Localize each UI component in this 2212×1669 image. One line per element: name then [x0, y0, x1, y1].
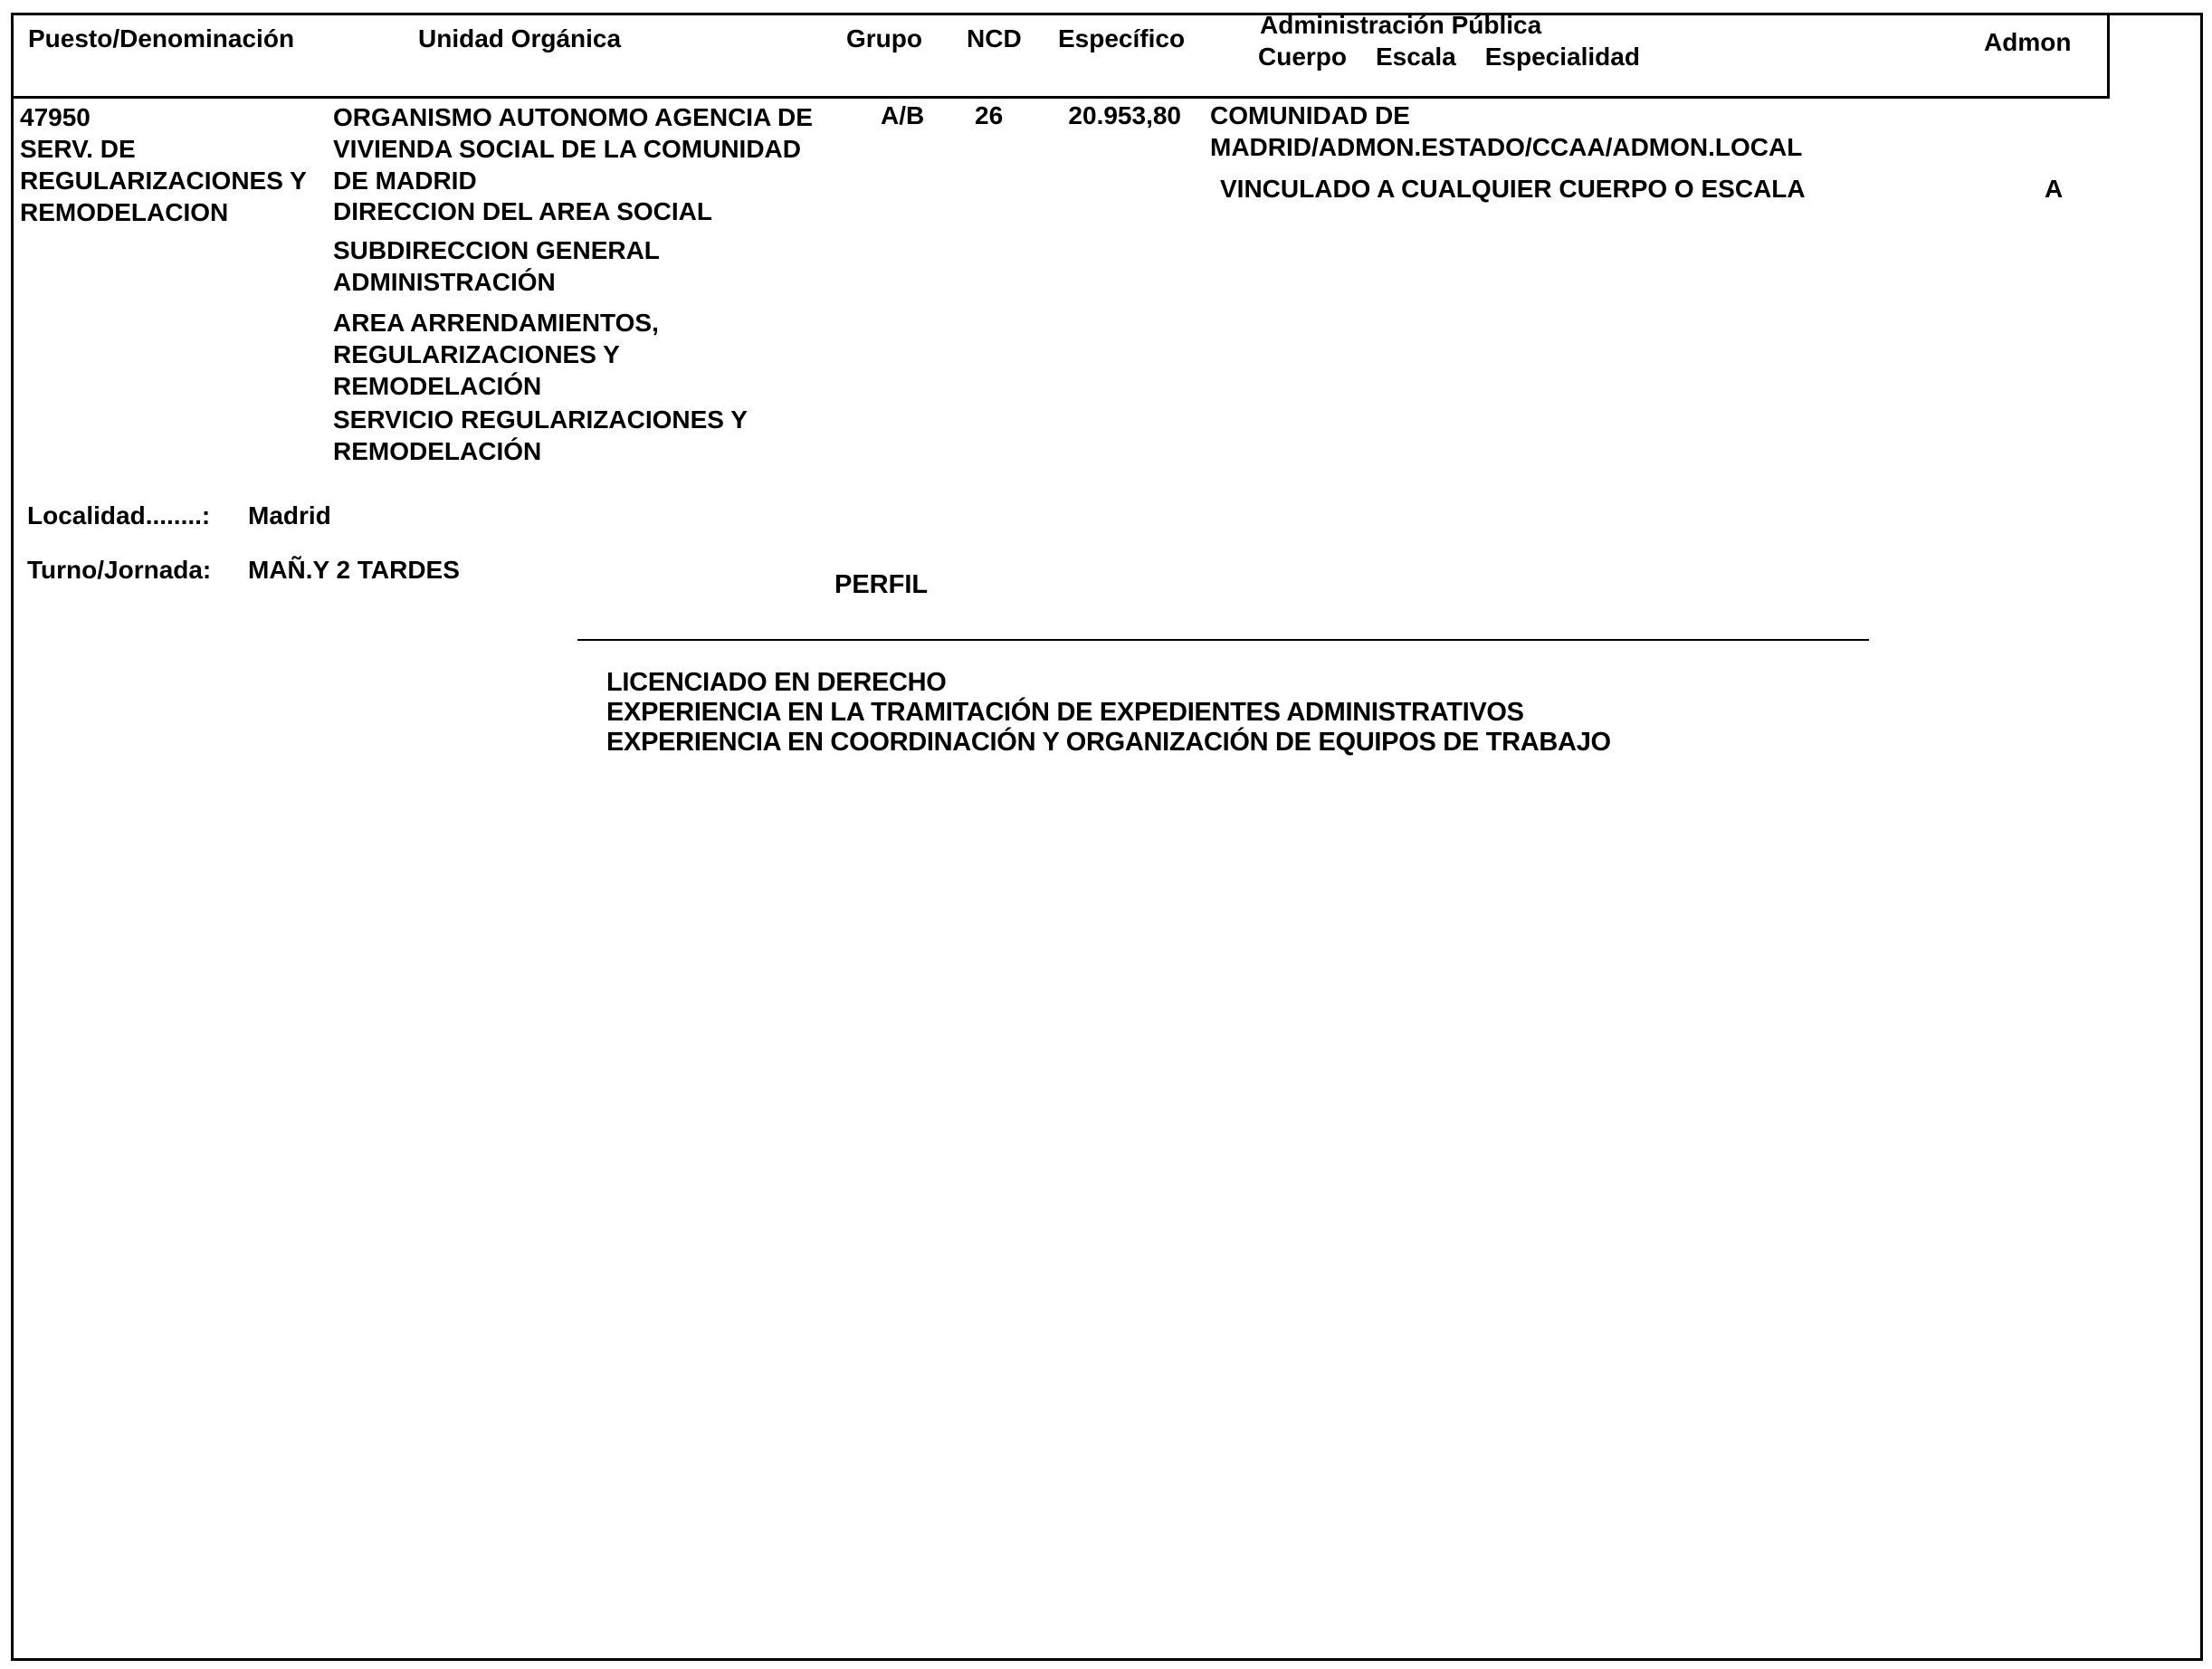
col-header-admon: Admon — [1984, 28, 2072, 56]
cuerpo-value-line: COMUNIDAD DE — [1210, 101, 1410, 129]
puesto-cell — [20, 101, 307, 228]
col-header-ncd: NCD — [967, 24, 1022, 52]
turno-jornada-value: MAÑ.Y 2 TARDES — [248, 556, 460, 584]
header-right-divider — [2107, 13, 2110, 99]
unidad-area-line: REMODELACIÓN — [333, 372, 542, 400]
perfil-item: EXPERIENCIA EN LA TRAMITACIÓN DE EXPEDIENTES ADMINISTRATIVOS — [606, 698, 1524, 727]
col-header-cuerpo: Cuerpo — [1258, 43, 1347, 71]
unidad-area — [333, 307, 659, 402]
unidad-area-line: AREA ARRENDAMIENTOS, — [333, 309, 659, 337]
unidad-subdireccion-line: SUBDIRECCION GENERAL — [333, 236, 660, 264]
grupo-value: A/B — [881, 101, 925, 129]
perfil-separator-rule — [577, 639, 1869, 641]
especifico-value: 20.953,80 — [1068, 101, 1181, 129]
puesto-denominacion-line: SERV. DE — [20, 135, 136, 163]
col-header-puesto: Puesto/Denominación — [28, 24, 295, 52]
unidad-subdireccion-line: ADMINISTRACIÓN — [333, 268, 556, 296]
header-bottom-rule — [11, 96, 2110, 99]
unidad-servicio-line: REMODELACIÓN — [333, 437, 542, 465]
ncd-value: 26 — [975, 101, 1004, 129]
unidad-organismo-line: DE MADRID — [333, 167, 477, 195]
puesto-code: 47950 — [20, 103, 91, 131]
cuerpo-value — [1210, 100, 1802, 163]
unidad-servicio-line: SERVICIO REGULARIZACIONES Y — [333, 405, 748, 434]
perfil-item: LICENCIADO EN DERECHO — [606, 668, 947, 697]
col-header-especifico: Específico — [1058, 24, 1186, 52]
admon-value: A — [2045, 175, 2064, 203]
unidad-area-line: REGULARIZACIONES Y — [333, 340, 620, 368]
perfil-title: PERFIL — [834, 570, 929, 599]
puesto-denominacion-line: REMODELACION — [20, 198, 229, 226]
col-header-cuerpo-escala-especialidad — [1258, 41, 1640, 72]
unidad-organismo-line: VIVIENDA SOCIAL DE LA COMUNIDAD — [333, 135, 801, 163]
turno-jornada-label: Turno/Jornada: — [27, 556, 212, 584]
localidad-value: Madrid — [248, 501, 331, 529]
vinculacion-text: VINCULADO A CUALQUIER CUERPO O ESCALA — [1220, 175, 1806, 203]
puesto-denominacion-line: REGULARIZACIONES Y — [20, 167, 307, 195]
unidad-servicio — [333, 404, 748, 467]
col-header-escala: Escala — [1376, 43, 1456, 71]
unidad-direccion: DIRECCION DEL AREA SOCIAL — [333, 197, 712, 225]
localidad-label: Localidad........: — [27, 501, 211, 529]
unidad-subdireccion — [333, 234, 660, 298]
col-header-administracion-publica: Administración Pública — [1260, 11, 1542, 39]
unidad-organismo — [333, 101, 813, 196]
perfil-item: EXPERIENCIA EN COORDINACIÓN Y ORGANIZACIÓN DE EQUIPOS DE TRABAJO — [606, 728, 1611, 757]
cuerpo-value-line: MADRID/ADMON.ESTADO/CCAA/ADMON.LOCAL — [1210, 133, 1803, 161]
unidad-organismo-line: ORGANISMO AUTONOMO AGENCIA DE — [333, 103, 813, 131]
col-header-unidad: Unidad Orgánica — [418, 24, 622, 52]
col-header-grupo: Grupo — [846, 24, 922, 52]
col-header-especialidad: Especialidad — [1484, 43, 1640, 71]
